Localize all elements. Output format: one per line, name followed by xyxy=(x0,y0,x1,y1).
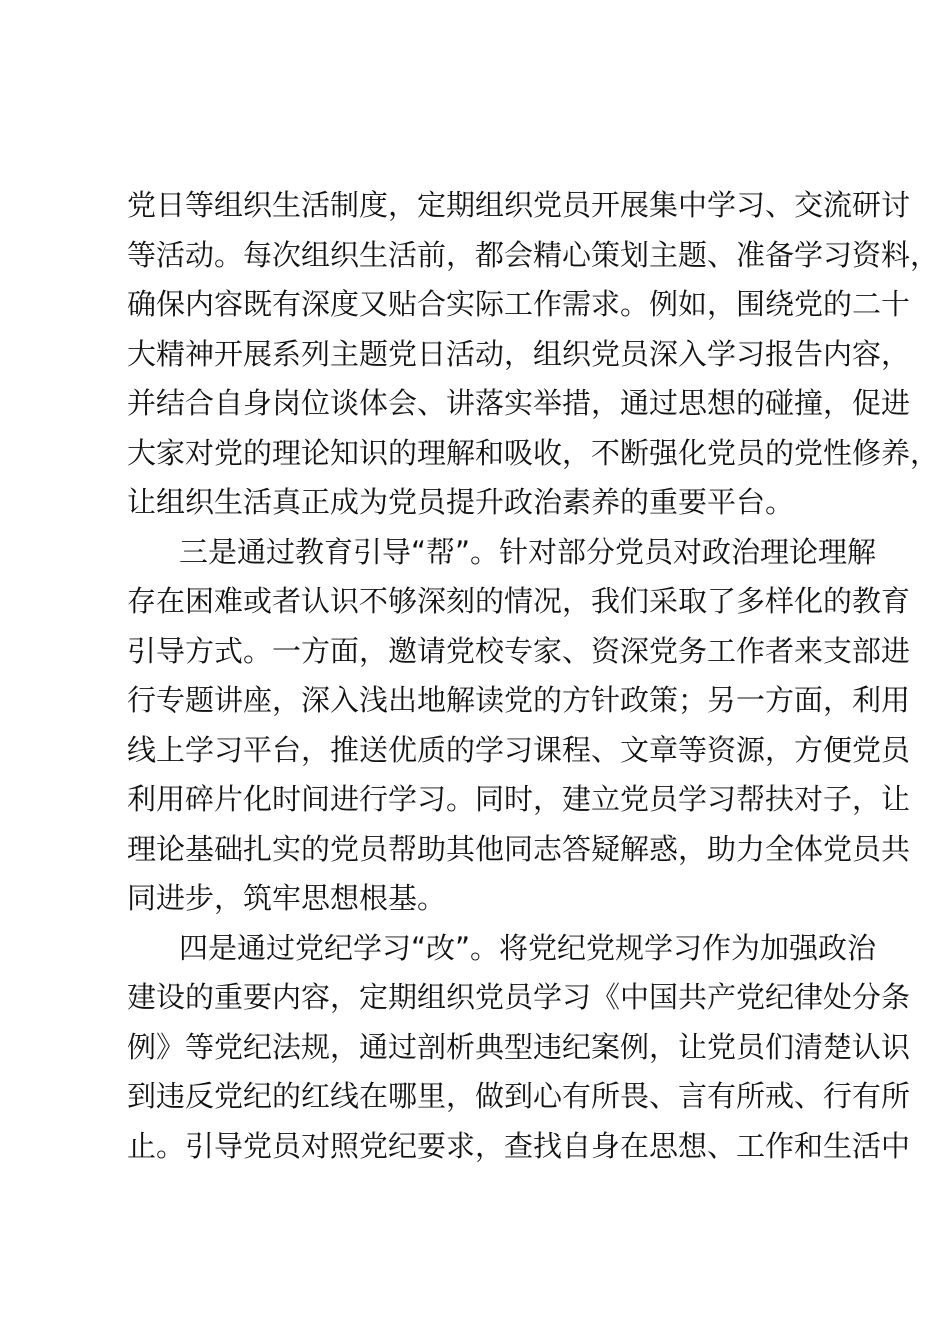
text-line: 到违反党纪的红线在哪里，做到心有所畏、言有所戒、行有所 xyxy=(127,1079,911,1113)
text-line: 让组织生活真正成为党员提升政治素养的重要平台。 xyxy=(127,485,795,519)
text-line: 止。引导党员对照党纪要求，查找自身在思想、工作和生活中 xyxy=(127,1128,911,1163)
text-line: 党日等组织生活制度，定期组织党员开展集中学习、交流研讨 xyxy=(127,188,911,222)
document-body xyxy=(127,181,940,1171)
text-line: 并结合自身岗位谈体会、讲落实举措，通过思想的碰撞，促进 xyxy=(127,386,911,420)
text-line: 利用碎片化时间进行学习。同时，建立党员学习帮扶对子，让 xyxy=(127,782,911,816)
text-line: 存在困难或者认识不够深刻的情况，我们采取了多样化的教育 xyxy=(127,584,911,618)
paragraph-heading-line: 四是通过党纪学习“改”。将党纪党规学习作为加强政治 xyxy=(179,930,877,965)
text-line: 等活动。每次组织生活前，都会精心策划主题、准备学习资料， xyxy=(127,237,940,272)
text-line: 同进步，筑牢思想根基。 xyxy=(127,881,447,915)
text-line: 例》等党纪法规，通过剖析典型违纪案例，让党员们清楚认识 xyxy=(127,1029,911,1064)
text-line: 确保内容既有深度又贴合实际工作需求。例如，围绕党的二十 xyxy=(127,287,911,321)
paragraph-heading-line: 三是通过教育引导“帮”。针对部分党员对政治理论理解 xyxy=(179,534,877,569)
text-line: 建设的重要内容，定期组织党员学习《中国共产党纪律处分条 xyxy=(127,980,911,1014)
text-line: 大家对党的理论知识的理解和吸收，不断强化党员的党性修养， xyxy=(127,435,940,470)
text-line: 行专题讲座，深入浅出地解读党的方针政策；另一方面，利用 xyxy=(127,683,911,717)
text-line: 理论基础扎实的党员帮助其他同志答疑解惑，助力全体党员共 xyxy=(127,831,911,866)
text-line: 大精神开展系列主题党日活动，组织党员深入学习报告内容， xyxy=(127,336,911,371)
text-line: 引导方式。一方面，邀请党校专家、资深党务工作者来支部进 xyxy=(127,633,911,668)
text-line: 线上学习平台，推送优质的学习课程、文章等资源，方便党员 xyxy=(127,732,911,767)
